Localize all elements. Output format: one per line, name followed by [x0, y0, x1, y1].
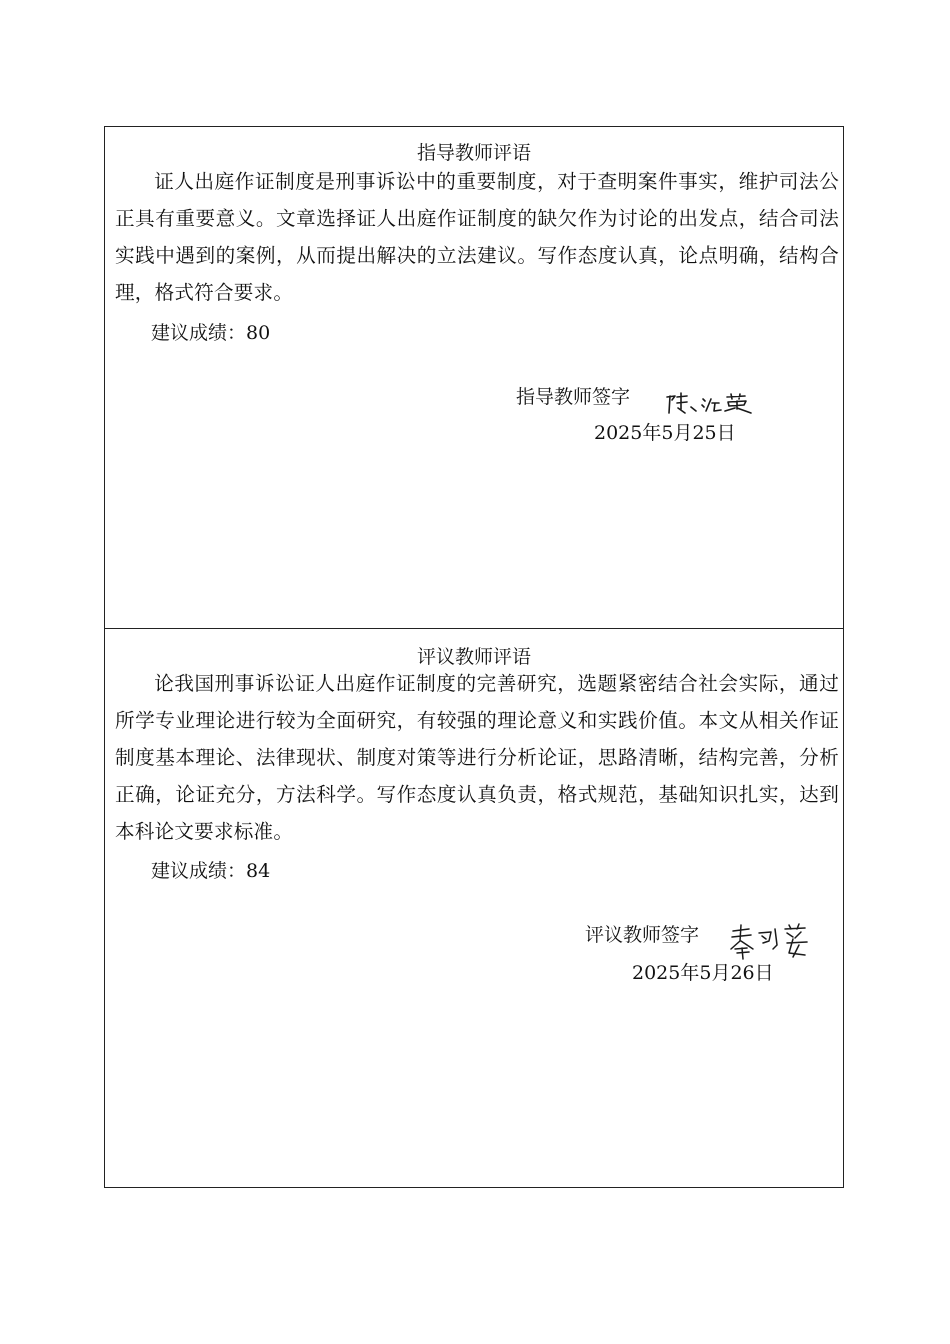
advisor-comment-section — [105, 127, 843, 629]
advisor-handwritten-signature — [663, 389, 759, 417]
reviewer-handwritten-signature — [727, 919, 817, 963]
advisor-comment-text: 证人出庭作证制度是刑事诉讼中的重要制度，对于查明案件事实，维护司法公正具有重要意义。文章选择证人出庭作证制度的缺欠作为讨论的出发点，结合司法实践中遇到的案例，从而提出解决的立法建议。写作态度认真，论点明确，结构合理，格式符合要求。 — [115, 170, 839, 304]
advisor-section-title: 指导教师评语 — [416, 142, 531, 164]
reviewer-signature-label: 评议教师签字 — [585, 924, 700, 946]
reviewer-suggested-grade: 建议成绩：84 — [151, 860, 271, 882]
reviewer-date: 2025年5月26日 — [632, 962, 774, 984]
advisor-date: 2025年5月25日 — [594, 422, 736, 444]
reviewer-comment-text: 论我国刑事诉讼证人出庭作证制度的完善研究，选题紧密结合社会实际，通过所学专业理论进行较为全面研究，有较强的理论意义和实践价值。本文从相关作证制度基本理论、法律现状、制度对策等进行分析论证，思路清晰，结构完善，分析正确，论证充分，方法科学。写作态度认真负责，格式规范，基础知识扎实，达到本科论文要求标准。 — [115, 672, 839, 843]
advisor-suggested-grade: 建议成绩：80 — [151, 322, 271, 344]
reviewer-comment-section — [105, 629, 843, 1187]
evaluation-form-table — [104, 126, 844, 1188]
advisor-signature-label: 指导教师签字 — [516, 386, 631, 408]
reviewer-section-title: 评议教师评语 — [416, 646, 531, 668]
